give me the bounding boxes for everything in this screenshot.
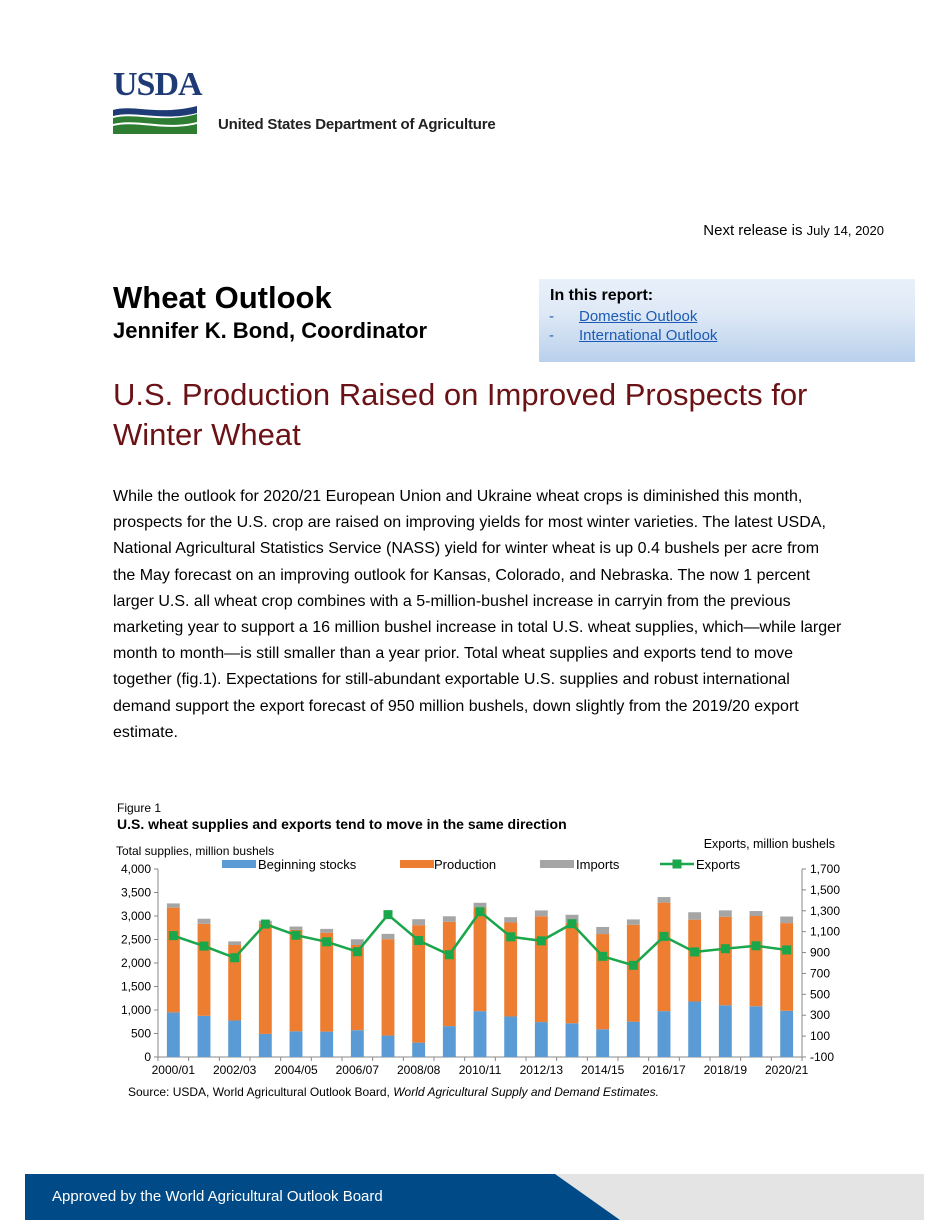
bar-segment (198, 1016, 211, 1057)
bar-segment (412, 1043, 425, 1057)
department-name: United States Department of Agriculture (218, 116, 496, 133)
y-tick-label-right: -100 (810, 1050, 835, 1064)
body-paragraph: While the outlook for 2020/21 European Union and Ukraine wheat crops is diminished this month, prospects for the U.S. crop are raised on improving yields for most winter varieties. The latest USDA, National Agricultural Statistics Service (NASS) yield for winter wheat is up 0.4 bushels per acre from the May forecast on an improving outlook for Kansas, Colorado, and Nebraska. The now 1 percent larger U.S. all wheat crop combines with a 5-million-bushel increase in carryin from the previous marketing year to support a 16 million bushel increase in total U.S. wheat supplies, which—while larger month to month—is still smaller than a year prior. Total wheat supplies and exports tend to move together (fig.1). Expectations for still-abundant exportable U.S. supplies and robust international demand support the export forecast of 950 million bushels, down slightly from the 2019/20 export estimate. (113, 488, 842, 741)
y-tick-label-right: 1,100 (810, 924, 841, 939)
source-publication: World Agricultural Supply and Demand Estimates. (393, 1085, 659, 1099)
y-tick-label-left: 500 (130, 1026, 151, 1041)
y-tick-label-left: 0 (144, 1050, 151, 1064)
y-tick-label-right: 900 (810, 945, 831, 960)
legend-swatch (222, 860, 256, 868)
exports-point (598, 952, 607, 961)
bar-segment (627, 1022, 640, 1057)
y-axis-left-title: Total supplies, million bushels (116, 844, 275, 858)
bar-segment (382, 939, 395, 1035)
bar-segment (412, 919, 425, 925)
bar-segment (198, 919, 211, 924)
exports-point (476, 907, 485, 916)
exports-point (353, 947, 362, 956)
report-link-item (549, 327, 717, 344)
exports-point (200, 942, 209, 951)
exports-point (414, 936, 423, 945)
next-release (703, 222, 884, 239)
y-tick-label-left: 3,000 (120, 909, 151, 923)
bar-segment (320, 929, 333, 933)
headline: U.S. Production Raised on Improved Prospects for Winter Wheat (113, 377, 808, 452)
bar-segment (719, 917, 732, 1006)
report-title: Wheat Outlook (113, 280, 332, 315)
bar-segment (688, 912, 701, 919)
exports-point (384, 910, 393, 919)
bar-segment (259, 1034, 272, 1057)
figure-label: Figure 1 (117, 801, 162, 815)
legend-label: Exports (696, 857, 741, 872)
bar-segment (596, 1029, 609, 1057)
bar-segment (443, 916, 456, 922)
exports-point (629, 961, 638, 970)
bar-segment (719, 1005, 732, 1057)
exports-point (660, 932, 669, 941)
bar-segment (259, 924, 272, 1034)
in-this-report-header: In this report: (550, 287, 654, 304)
figure-title: U.S. wheat supplies and exports tend to move in the same direction (117, 816, 567, 832)
exports-point (537, 936, 546, 945)
x-tick-label: 2000/01 (151, 1063, 196, 1077)
x-tick-label: 2020/21 (764, 1063, 809, 1077)
x-tick-label: 2008/08 (396, 1063, 441, 1077)
exports-point (690, 947, 699, 956)
y-tick-label-right: 700 (810, 966, 831, 981)
list-dash: - (549, 308, 554, 325)
bar-segment (750, 916, 763, 1006)
bar-segment (290, 1031, 303, 1057)
legend-label: Imports (576, 857, 620, 872)
y-tick-label-right: 300 (810, 1008, 831, 1023)
list-dash: - (549, 327, 554, 344)
x-tick-label: 2010/11 (458, 1063, 502, 1077)
y-tick-label-right: 1,500 (810, 882, 841, 897)
bar-segment (535, 910, 548, 916)
bar-segment (351, 939, 364, 945)
bar-segment (320, 1032, 333, 1057)
bar-segment (382, 934, 395, 939)
bar-segment (198, 924, 211, 1016)
legend-swatch (540, 860, 574, 868)
y-tick-label-left: 3,500 (120, 885, 151, 900)
exports-point (752, 941, 761, 950)
bar-segment (688, 1001, 701, 1057)
bar-segment (658, 903, 671, 1012)
y-tick-label-right: 1,700 (810, 862, 841, 876)
bar-segment (290, 927, 303, 930)
bar-segment (535, 916, 548, 1022)
bar-segment (750, 911, 763, 916)
bar-segment (719, 910, 732, 916)
bar-segment (443, 1026, 456, 1057)
legend-label: Beginning stocks (258, 857, 357, 872)
bar-segment (167, 903, 180, 907)
source-text: Source: USDA, World Agricultural Outlook Board, (128, 1085, 394, 1099)
report-coordinator: Jennifer K. Bond, Coordinator (113, 318, 428, 343)
bar-segment (167, 1012, 180, 1057)
usda-logo (113, 68, 533, 140)
bar-segment (750, 1006, 763, 1057)
exports-point (322, 937, 331, 946)
bar-segment (474, 907, 487, 1011)
bar-segment (566, 1023, 579, 1057)
exports-point (169, 931, 178, 940)
bar-segment (228, 941, 241, 945)
x-tick-label: 2006/07 (335, 1063, 380, 1077)
x-tick-label: 2004/05 (274, 1063, 318, 1077)
next-release-prefix: Next release is (703, 222, 803, 239)
x-tick-label: 2012/13 (519, 1063, 564, 1077)
report-link-item (549, 308, 697, 325)
legend-swatch (400, 860, 434, 868)
bar-segment (627, 919, 640, 924)
exports-point (230, 953, 239, 962)
y-tick-label-left: 2,500 (120, 932, 151, 947)
exports-point (782, 945, 791, 954)
bar-segment (658, 1011, 671, 1057)
y-axis-right-title: Exports, million bushels (703, 837, 835, 851)
x-tick-label: 2002/03 (212, 1063, 257, 1077)
exports-point (568, 919, 577, 928)
bar-segment (228, 1020, 241, 1057)
exports-point (292, 931, 301, 940)
next-release-date: July 14, 2020 (806, 223, 884, 238)
bar-segment (535, 1022, 548, 1057)
usda-wordmark: USDA (113, 66, 202, 103)
bar-segment (382, 1036, 395, 1057)
bar-segment (474, 903, 487, 908)
y-tick-label-right: 1,300 (810, 903, 841, 918)
international-outlook-link[interactable]: International Outlook (579, 327, 718, 344)
bar-segment (658, 897, 671, 903)
bar-segment (596, 934, 609, 1029)
bar-segment (320, 933, 333, 1032)
bar-segment (290, 930, 303, 1031)
bar-segment (443, 922, 456, 1026)
bar-segment (474, 1011, 487, 1057)
x-tick-label: 2014/15 (580, 1063, 625, 1077)
bar-segment (566, 923, 579, 1023)
exports-point (261, 920, 270, 929)
legend-swatch-marker (673, 860, 682, 869)
bar-segment (351, 945, 364, 1030)
usda-waves-icon (113, 104, 197, 134)
wheat-supplies-chart (110, 832, 850, 1082)
exports-point (721, 944, 730, 953)
x-tick-label: 2016/17 (642, 1063, 686, 1077)
bar-segment (688, 920, 701, 1002)
bar-segment (627, 925, 640, 1022)
bar-segment (780, 917, 793, 924)
bar-segment (504, 1016, 517, 1057)
y-tick-label-left: 4,000 (120, 862, 151, 876)
x-tick-label: 2018/19 (703, 1063, 748, 1077)
figure-source (128, 1085, 659, 1099)
legend-label: Production (434, 857, 497, 872)
y-tick-label-left: 1,000 (120, 1003, 151, 1017)
bar-segment (167, 908, 180, 1013)
bar-segment (780, 923, 793, 1011)
y-tick-label-left: 2,000 (120, 956, 151, 970)
bar-segment (351, 1030, 364, 1057)
exports-point (445, 950, 454, 959)
domestic-outlook-link[interactable]: Domestic Outlook (579, 308, 698, 325)
in-this-report-box (539, 279, 915, 362)
exports-point (506, 932, 515, 941)
y-tick-label-left: 1,500 (120, 979, 151, 994)
bar-segment (596, 927, 609, 934)
bar-segment (504, 917, 517, 922)
y-tick-label-right: 500 (810, 987, 831, 1002)
footer-text: Approved by the World Agricultural Outlook Board (52, 1188, 383, 1205)
y-tick-label-right: 100 (810, 1029, 831, 1044)
bar-segment (780, 1011, 793, 1057)
